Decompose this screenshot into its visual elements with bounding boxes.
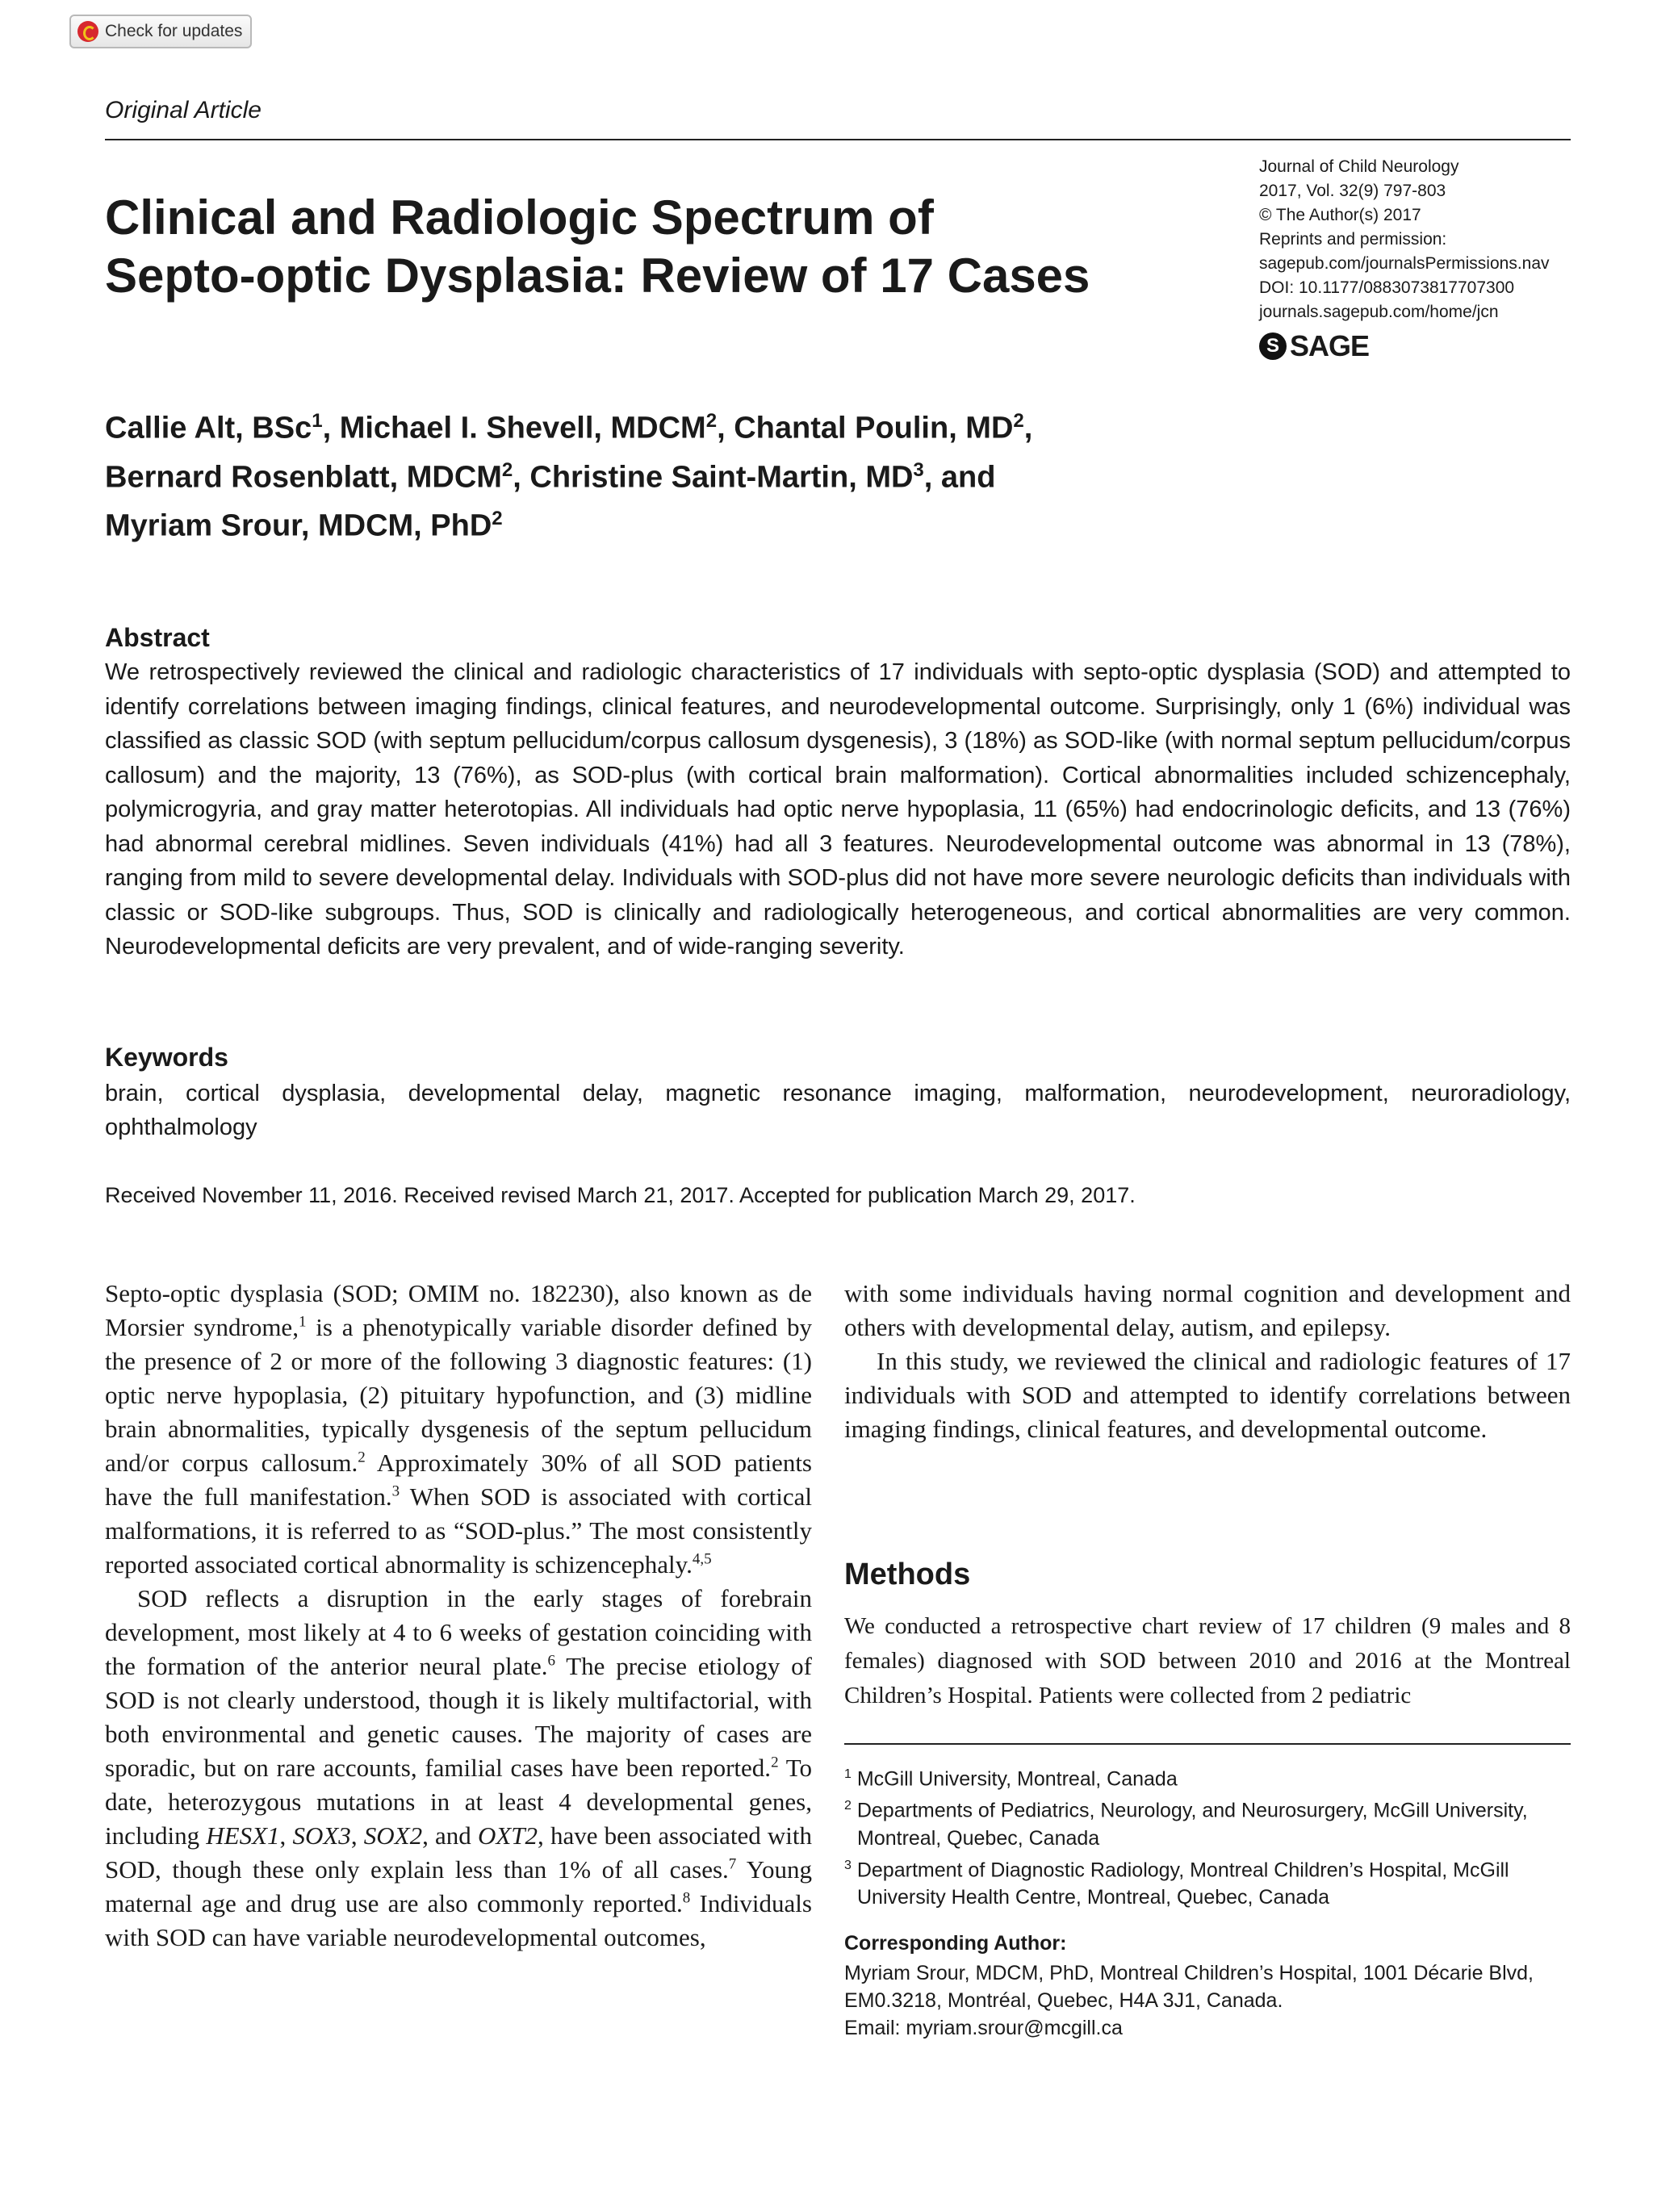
check-for-updates-label: Check for updates bbox=[105, 22, 243, 40]
affiliations bbox=[844, 1761, 1571, 1911]
journal-info bbox=[1259, 155, 1582, 324]
title-line-1: Clinical and Radiologic Spectrum of bbox=[105, 190, 934, 245]
sage-wordmark: SAGE bbox=[1290, 329, 1370, 362]
gene-name: SOX2 bbox=[363, 1821, 423, 1850]
keywords-heading: Keywords bbox=[105, 1043, 228, 1072]
doi-link[interactable]: DOI: 10.1177/0883073817707300 bbox=[1259, 278, 1515, 297]
corresponding-address: Myriam Srour, MDCM, PhD, Montreal Children’s Hospital, 1001 Décarie Blvd, EM0.3218, Montréal, Quebec, H4A 3J1, Canada. bbox=[844, 1962, 1534, 2012]
citation-ref[interactable]: 7 bbox=[728, 1855, 737, 1873]
author-line-1: Callie Alt, BSc$^1$, Michael I. Shevell, MDCM$^2$, Chantal Poulin, $MD^2$, bbox=[105, 410, 1033, 445]
reprints-label: Reprints and permission: bbox=[1259, 230, 1447, 249]
intro-paragraph-4: In this study, we reviewed the clinical and radiologic features of 17 individuals with SOD and attempted to identify correlations between imaging findings, clinical features, and developmental outcome. bbox=[844, 1347, 1571, 1443]
affiliation-2: $^2$ Departments of Pediatrics, Neurology, and Neurosurgery, McGill University, Montreal, Quebec, Canada bbox=[844, 1799, 1528, 1850]
citation-ref[interactable]: 8 bbox=[682, 1889, 691, 1907]
crossmark-icon bbox=[77, 21, 98, 42]
methods-paragraph: We conducted a retrospective chart review of 17 children (9 males and 8 females) diagnosed with SOD between 2010 and 2016 at the Montreal Children’s Hospital. Patients were collected from 2 pediatric bbox=[844, 1613, 1571, 1708]
intro-paragraph-2: SOD reflects a disruption in the early stages of forebrain development, most likely at 4 to 6 weeks of gestation coinciding with the formation of the anterior neural plate.$^6$ The precise etiology of SOD is not clearly understood, though it is likely multifactorial, with both environmental and genetic causes. The majority of cases are sporadic, but on rare accounts, familial cases have been reported.$^2$ To date, heterozygous mutations in at least 4 developmental genes, including HESX1, SOX3, SOX2, and OXT2, have been associated with SOD, though these only explain less than 1% of all cases.$^7$ Young maternal age and drug use are also commonly reported.$^8$ Individuals with SOD can have variable neurodevelopmental outcomes, bbox=[105, 1584, 813, 1951]
abstract-heading: Abstract bbox=[105, 623, 210, 652]
article-type: Original Article bbox=[105, 97, 262, 123]
sage-logo bbox=[1259, 329, 1369, 363]
citation-ref[interactable]: 6 bbox=[547, 1652, 555, 1670]
gene-name: OXT2 bbox=[477, 1821, 538, 1850]
citation-ref[interactable]: 1 bbox=[298, 1313, 307, 1331]
body-left-column bbox=[105, 1277, 812, 1955]
sage-s-icon: S bbox=[1259, 332, 1287, 360]
citation-ref[interactable]: 3 bbox=[391, 1482, 400, 1500]
affiliation-3: $^3$ Department of Diagnostic Radiology, Montreal Children’s Hospital, McGill University Health Centre, Montreal, Quebec, Canada bbox=[844, 1858, 1509, 1909]
title-line-2: Septo-optic Dysplasia: Review of 17 Cases bbox=[105, 249, 1090, 303]
methods-heading: Methods bbox=[844, 1558, 971, 1591]
abstract-text: We retrospectively reviewed the clinical and radiologic characteristics of 17 individuals with septo-optic dysplasia (SOD) and attempted to identify correlations between imaging findings, clinical features, and neurodevelopmental outcome. Surprisingly, only 1 (6%) individual was classified as classic SOD (with septum pellucidum/corpus callosum dysgenesis), 3 (18%) as SOD-like (with normal septum pellucidum/corpus callosum) and the majority, 13 (76%), as SOD-plus (with cortical brain malformation). Cortical abnormalities included schizencephaly, polymicrogyria, and gray matter heterotopias. All individuals had optic nerve hypoplasia, 11 (65%) had endocrinologic deficits, and 13 (76%) had abnormal cerebral midlines. Seven individuals (41%) had all 3 features. Neurodevelopmental outcome was abnormal in 13 (78%), ranging from mild to severe developmental delay. Individuals with SOD-plus did not have more severe neurologic deficits than individuals with classic or SOD-like subgroups. Thus, SOD is clinically and radiologically heterogeneous, and cortical abnormalities are very common. Neurodevelopmental deficits are very prevalent, and of wide-ranging severity. bbox=[105, 659, 1571, 960]
journal-volume: 2017, Vol. 32(9) 797-803 bbox=[1259, 182, 1446, 200]
journal-name: Journal of Child Neurology bbox=[1259, 157, 1459, 176]
citation-ref[interactable]: 2 bbox=[771, 1754, 779, 1771]
footnote-rule bbox=[844, 1743, 1571, 1745]
article-title bbox=[105, 189, 1154, 305]
journal-homepage-link[interactable]: journals.sagepub.com/home/jcn bbox=[1259, 303, 1499, 321]
citation-ref[interactable]: 2 bbox=[358, 1449, 366, 1466]
check-for-updates-button[interactable] bbox=[69, 15, 252, 48]
author-list bbox=[105, 400, 1316, 547]
affiliation-1: $^1$ McGill University, Montreal, Canada bbox=[844, 1767, 1178, 1791]
citation-ref[interactable]: 4,5 bbox=[692, 1550, 712, 1568]
corresponding-author bbox=[844, 1959, 1571, 2042]
permissions-link[interactable]: sagepub.com/journalsPermissions.nav bbox=[1259, 254, 1550, 273]
author-line-2: Bernard Rosenblatt, MDCM$^2$, Christine Saint-Martin, $MD^3$, and bbox=[105, 458, 996, 495]
copyright: © The Author(s) 2017 bbox=[1259, 206, 1421, 224]
intro-paragraph-3: with some individuals having normal cognition and development and others with developmental delay, autism, and epilepsy. bbox=[844, 1279, 1571, 1341]
author-line-3: Myriam Srour, MDCM, PhD$^2$ bbox=[105, 508, 503, 543]
corresponding-author-heading: Corresponding Author: bbox=[844, 1932, 1067, 1955]
keywords-text: brain, cortical dysplasia, developmental delay, magnetic resonance imaging, malformation, neurodevelopment, neuroradiology, ophthalmology bbox=[105, 1081, 1571, 1140]
header-rule bbox=[105, 139, 1571, 140]
gene-name: SOX3 bbox=[292, 1821, 351, 1850]
intro-paragraph-1: Septo-optic dysplasia (SOD; OMIM no. 182230), also known as de Morsier syndrome,$^1$ is a phenotypically variable disorder defined by the presence of 2 or more of the following 3 diagnostic features: (1) optic nerve hypoplasia, (2) pituitary hypofunction, and (3) midline brain abnormalities, typically dysgenesis of the septum pellucidum and/or corpus callosum.$^2$ Approximately 30% of all SOD patients have the full manifestation.$^3$ When SOD is associated with cortical malformations, it is referred to as “SOD-plus.” The most consistently reported associated cortical abnormality is schizencephaly.$^{4,5}$ bbox=[105, 1279, 813, 1579]
gene-name: HESX1 bbox=[206, 1821, 280, 1850]
corresponding-email[interactable]: Email: myriam.srour@mcgill.ca bbox=[844, 2017, 1123, 2039]
publication-dates: Received November 11, 2016. Received revised March 21, 2017. Accepted for publication March 29, 2017. bbox=[105, 1183, 1136, 1207]
body-right-column bbox=[844, 1277, 1571, 1446]
